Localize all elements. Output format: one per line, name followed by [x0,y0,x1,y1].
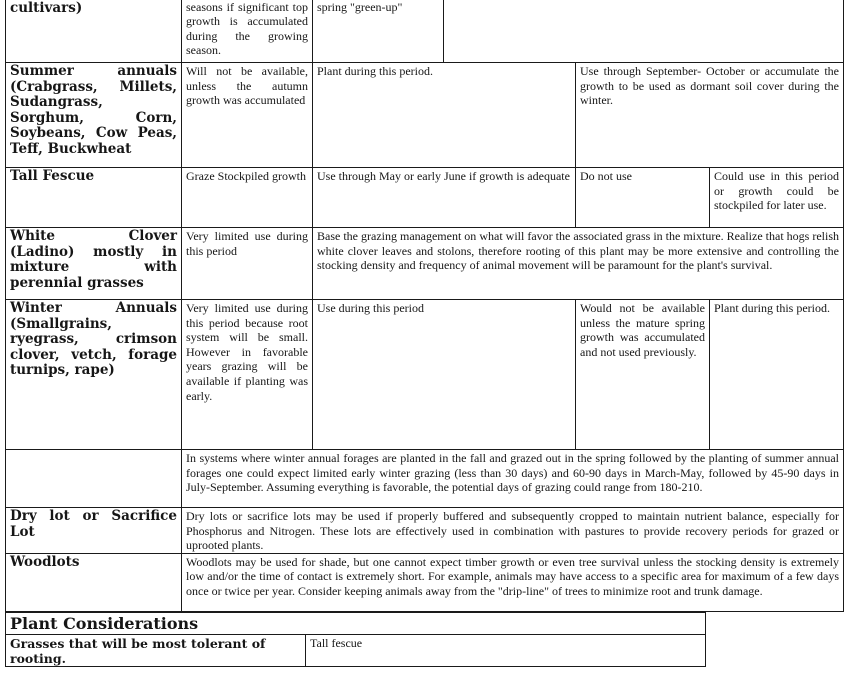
crop-cell: cultivars) [6,0,182,63]
table-row [6,612,706,634]
crop-cell: Dry lot or Sacrifice Lot [6,508,182,554]
table-row [6,634,706,666]
consideration-label: Grasses that will be most tolerant of rooting. [6,634,306,666]
grazing-table [5,0,844,612]
table-cell: Woodlots may be used for shade, but one cannot expect timber growth or even tree survival unless the stocking density is extremely low and/or the time of contact is extremely short. For example, animals may have access to a specific area for maximum of a few days once or twice per year. Consider keeping animals away from the "drip-line" of trees to minimize root and trunk damage. [182,553,844,611]
table-cell: Could use in this period or growth could be stockpiled for later use. [710,168,844,228]
table-cell: Use during this period [313,300,576,450]
cell-text: spring "green-up" [317,0,403,14]
table-cell: Base the grazing management on what will favor the associated grass in the mixture. Realize that hogs relish white clover leaves and stolons, therefore rooting of this plant may be more extensive and controlling the stocking density and frequency of animal movement will be paramount for the plant's survival. [313,228,844,300]
table-row [6,63,844,168]
crop-cell: Woodlots [6,553,182,611]
crop-cell: White Clover (Ladino) mostly in mixture with perennial grasses [6,228,182,300]
table-row [6,168,844,228]
crop-cell: Winter Annuals (Smallgrains, ryegrass, crimson clover, vetch, forage turnips, rape) [6,300,182,450]
table-cell: Will not be available, unless the autumn growth was accumulated [182,63,313,168]
table-cell: Plant during this period. [710,300,844,450]
table-row [6,300,844,450]
section-title: Plant Considerations [6,612,706,634]
table-row [6,0,844,63]
cell-text: seasons if significant top growth is accumulated during the growing season. [186,0,308,58]
table-cell [313,0,444,63]
table-cell [182,0,313,63]
table-row [6,553,844,611]
table-cell: In systems where winter annual forages are planted in the fall and grazed out in the spring followed by the planting of summer annual forages one could expect limited early winter grazing (less than 30 days) and 60-90 days in March-May, followed by 45-90 days in July-September. Assuming everything is favorable, the potential days of grazing could range from 180-210. [182,450,844,508]
table-cell: Dry lots or sacrifice lots may be used if properly buffered and subsequently cropped to maintain nutrient balance, especially for Phosphorus and Nitrogen. These lots are effectively used in combination with pastures to provide recovery periods for grazed or uprooted plants. [182,508,844,554]
table-cell: Plant during this period. [313,63,576,168]
crop-cell: Summer annuals (Crabgrass, Millets, Sudangrass, Sorghum, Corn, Soybeans, Cow Peas, Teff, Buckwheat [6,63,182,168]
table-cell [444,0,844,63]
table-row [6,450,844,508]
table-cell: Graze Stockpiled growth [182,168,313,228]
table-row [6,228,844,300]
consideration-value: Tall fescue [306,634,706,666]
plant-considerations-table [5,612,706,667]
table-row [6,508,844,554]
table-cell: Would not be available unless the mature spring growth was accumulated and not used previously. [576,300,710,450]
table-cell: Very limited use during this period because root system will be small. However in favorable years grazing will be available if planting was early. [182,300,313,450]
table-cell: Do not use [576,168,710,228]
crop-cell [6,450,182,508]
table-cell: Very limited use during this period [182,228,313,300]
table-cell: Use through September- October or accumulate the growth to be used as dormant soil cover during the winter. [576,63,844,168]
crop-cell: Tall Fescue [6,168,182,228]
table-cell: Use through May or early June if growth is adequate [313,168,576,228]
